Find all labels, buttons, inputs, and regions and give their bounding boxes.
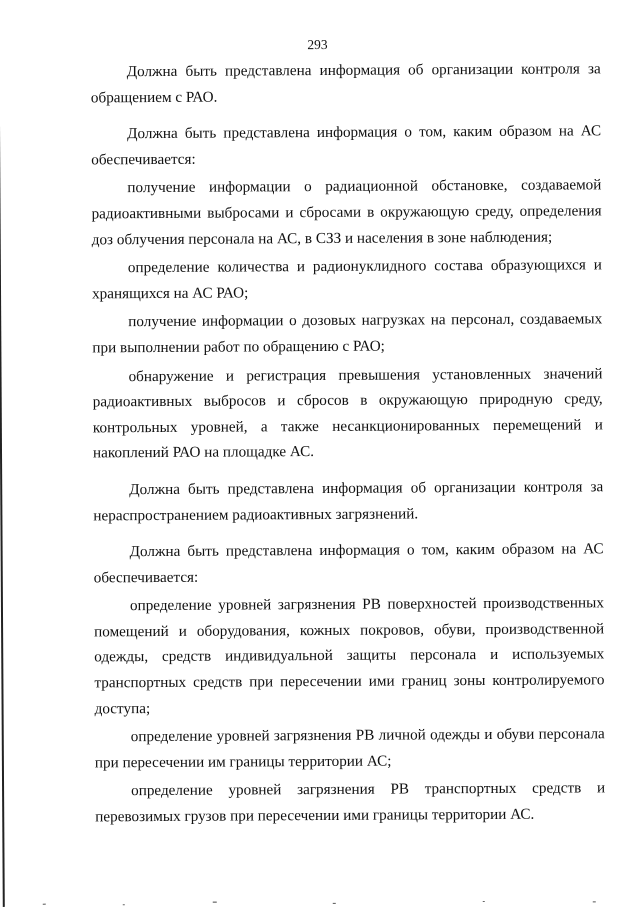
scan-edge-line [0,2,5,907]
list-item-rao-quantity: определение количества и радионуклидного состава образующихся и хранящихся на АС РАО; [91,256,602,303]
page-number: 293 [307,36,328,53]
paragraph-control-rao: Должна быть представлена информация об организации контроля за обращением с РАО. [90,60,601,106]
list-item-dose-loads: получение информации о дозовых нагрузках на персонал, создаваемых при выполнении работ по обращению с РАО; [92,310,603,357]
document-body [91,56,606,830]
paragraph-contamination-control: Должна быть представлена информация об организации контроля за нераспространением радиоактивных загрязнений. [93,478,604,524]
paragraph-provision-intro-1: Должна быть представлена информация о том, каким образом на АС обеспечивается: [91,122,602,169]
scan-specks [3,895,640,907]
list-item-radiation-info: получение информации о радиационной обстановке, создаваемой радиоактивными выбросами и сбросами в окружающую среду, определения доз облучения персонала на АС, в СЗЗ и населения в зоне наблюдения; [91,176,602,248]
list-item-personal-clothing: определение уровней загрязнения РВ личной одежды и обуви персонала при пересечении им границы территории АС; [94,725,605,772]
list-item-vehicles-cargo: определение уровней загрязнения РВ транспортных средств и перевозимых грузов при пересечении ими границы территории АС. [95,779,606,826]
list-item-surface-contamination: определение уровней загрязнения РВ поверхностей производственных помещений и оборудования, кожных покровов, обуви, производственной одежды, средств индивидуальной защиты персонала и используемых транспортных средств при пересечении ими границ зоны контролируемого доступа; [94,594,605,718]
paragraph-provision-intro-2: Должна быть представлена информация о том, каким образом на АС обеспечивается: [93,540,604,587]
list-item-excess-detection: обнаружение и регистрация превышения установленных значений радиоактивных выбросов и сбросов в окружающую природную среду, контрольных уровней, а также несанкционированных перемещений и накоплений РАО на площадке АС. [92,364,603,462]
